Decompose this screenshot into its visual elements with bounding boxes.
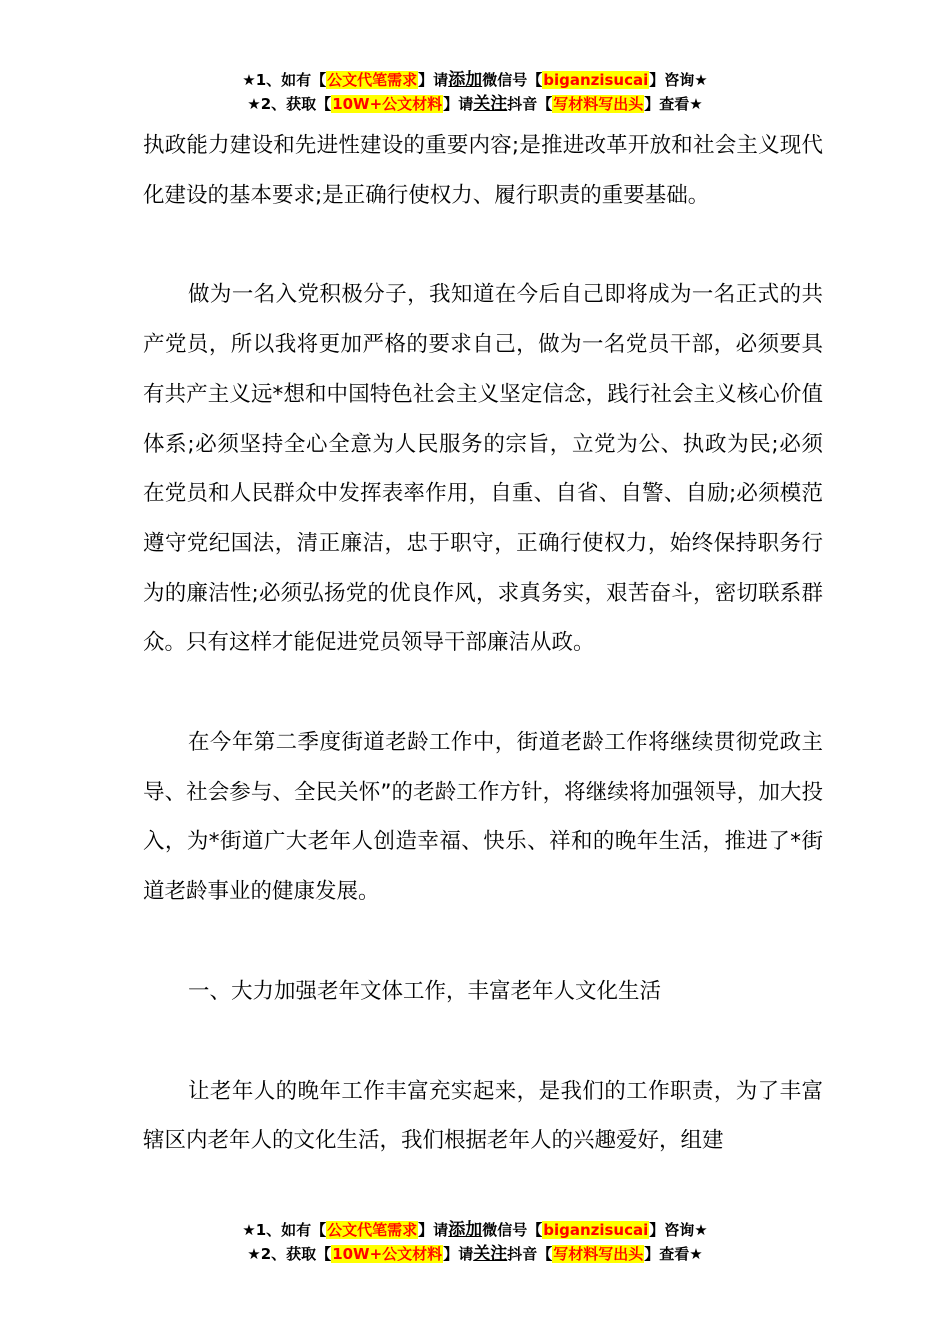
emphasis-add: 添加 xyxy=(448,1220,483,1240)
banner-line-1 xyxy=(0,1218,950,1242)
banner-text: 】请 xyxy=(418,71,449,89)
section-heading: 一、大力加强老年文体工作，丰富老年人文化生活 xyxy=(188,978,662,1004)
banner-text: ★1、如有【 xyxy=(242,1221,327,1239)
footer-banner xyxy=(0,1218,950,1266)
banner-text: 抖音【 xyxy=(507,1245,553,1263)
banner-text: 】咨询★ xyxy=(649,1221,708,1239)
paragraph-elderly-work: 在今年第二季度街道老龄工作中，街道老龄工作将继续贯彻党政主导、社会参与、全民关怀”的老龄工作方针，将继续将加强领导，加大投入，为*街道广大老年人创造幸福、快乐、祥和的晚年生活，推进了*街道老龄事业的健康发展。 xyxy=(143,730,823,905)
banner-text: ★1、如有【 xyxy=(242,71,327,89)
banner-text: ★2、获取【 xyxy=(247,95,332,113)
paragraph-gap xyxy=(143,220,823,270)
banner-text: ★2、获取【 xyxy=(247,1245,332,1263)
paragraph-gap xyxy=(143,917,823,967)
paragraph-gap xyxy=(143,1017,823,1067)
banner-line-2 xyxy=(0,1242,950,1266)
highlight-douyin-id: 写材料写出头 xyxy=(553,1245,644,1263)
highlight-service: 公文代笔需求 xyxy=(327,1221,418,1239)
highlight-douyin-id: 写材料写出头 xyxy=(553,95,644,113)
paragraph-culture-life: 让老年人的晚年工作丰富充实起来，是我们的工作职责，为了丰富辖区内老年人的文化生活，我们根据老年人的兴趣爱好，组建 xyxy=(143,1078,823,1154)
paragraph-continuation: 执政能力建设和先进性建设的重要内容;是推进改革开放和社会主义现代化建设的基本要求;是正确行使权力、履行职责的重要基础。 xyxy=(143,133,823,208)
banner-text: 】咨询★ xyxy=(649,71,708,89)
highlight-wechat-id: biganzisucai xyxy=(543,1221,649,1239)
document-body xyxy=(143,121,823,1166)
banner-line-1 xyxy=(0,68,950,92)
emphasis-follow: 关注 xyxy=(473,94,508,114)
banner-text: 】查看★ xyxy=(644,1245,703,1263)
emphasis-follow: 关注 xyxy=(473,1244,508,1264)
emphasis-add: 添加 xyxy=(448,70,483,90)
banner-line-2 xyxy=(0,92,950,116)
banner-text: 】查看★ xyxy=(644,95,703,113)
banner-text: 】请 xyxy=(443,1245,474,1263)
highlight-materials: 10W+公文材料 xyxy=(332,1245,443,1263)
banner-text: 】请 xyxy=(443,95,474,113)
paragraph-party-activist: 做为一名入党积极分子，我知道在今后自己即将成为一名正式的共产党员，所以我将更加严格的要求自己，做为一名党员干部，必须要具有共产主义远*想和中国特色社会主义坚定信念，践行社会主义核心价值体系;必须坚持全心全意为人民服务的宗旨，立党为公、执政为民;必须在党员和人民群众中发挥表率作用，自重、自省、自警、自励;必须模范遵守党纪国法，清正廉洁，忠于职守，正确行使权力，始终保持职务行为的廉洁性;必须弘扬党的优良作风，求真务实，艰苦奋斗，密切联系群众。只有这样才能促进党员领导干部廉洁从政。 xyxy=(143,282,823,656)
banner-text: 抖音【 xyxy=(507,95,553,113)
banner-text: 】请 xyxy=(418,1221,449,1239)
banner-text: 微信号【 xyxy=(482,1221,543,1239)
highlight-materials: 10W+公文材料 xyxy=(332,95,443,113)
highlight-wechat-id: biganzisucai xyxy=(543,71,649,89)
highlight-service: 公文代笔需求 xyxy=(327,71,418,89)
paragraph-gap xyxy=(143,668,823,718)
banner-text: 微信号【 xyxy=(482,71,543,89)
header-banner xyxy=(0,68,950,116)
